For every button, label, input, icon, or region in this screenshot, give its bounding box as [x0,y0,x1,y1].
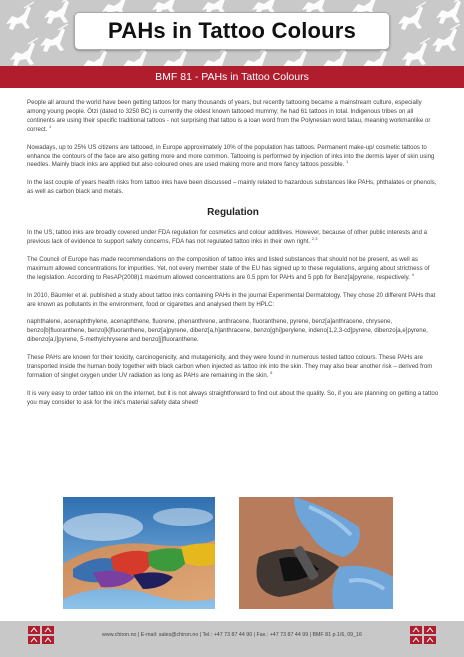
page-footer [0,621,464,657]
intro-paragraph: Nowadays, up to 25% US citizens are tattooed, in Europe approximately 10% of the population has tattoos. Permanent make-up/ cosmetic tattoos to enhance the contours of the face are also getting more and more common. Tattooing is performed by injection of inks into the dermis layer of skin using needles. Mainly black inks are applied but also coloured ones are used making more and more fancy tattoos possible. $^1$ [27,143,435,169]
header-banner [0,0,464,66]
regulation-paragraph: In 2010, Bäumler et al. published a study about tattoo inks containing PAHs in the journal Experimental Dermatology. They chose 20 different PAHs that are known as pollutants in the environment, food or cigarettes and analysed them by HPLC: [27,291,436,308]
subtitle-bar [0,66,464,88]
tattooed-arm-photo [63,497,215,609]
section-heading-regulation: Regulation [207,207,259,219]
reference-marker: 1 [49,123,52,129]
reference-marker: 2,3 [311,235,318,241]
regulation-paragraph: In the US, tattoo inks are broadly covered under FDA regulation for cosmetics and colour additives. However, because of other public interests and a previous lack of evidence to support safety concerns, FDA has not regulated tattoo inks in their own right. $^{2,3}$ [27,229,428,245]
intro-paragraph: In the last couple of years health risks from tattoo inks have been discussed – mainly related to hazardous substances like PAHs, phthalates or phenols, as well as carbon black and metals. [27,179,437,196]
reference-marker: 1 [346,159,349,165]
tattooing-process-photo [239,497,393,609]
page-subtitle: BMF 81 - PAHs in Tattoo Colours [155,71,309,83]
chiron-logo-right [410,626,436,644]
reference-marker: 5 [270,369,273,375]
chiron-logo-left [28,626,54,644]
intro-paragraph: People all around the world have been getting tattoos for many thousands of years, but recently tattooing became a mainstream culture, especially among young people. Ötzi (dated to 3250 BC) is currently the oldest known tattooed mummy; he had 61 tattoos in total. Indigenous tribes on all continents are using their specific traditional tattoos - not surprising that tattoo is a loan word from the Polynesian word tatau, meaning workmanlike or correct. $^1$ [27,99,431,133]
article-body [27,99,439,417]
regulation-paragraph: These PAHs are known for their toxicity, carcinogenicity, and mutagenicity, and they were found in numerous tested tattoo colours. These PAHs are transported inside the human body together with black carbon when injected as tattoo ink into the skin. They may also bear another risk – derived from formation of singlet oxygen under UV radiation as long as PAHs are remaining in the skin. $^5$ [27,354,433,379]
page-title: PAHs in Tattoo Colours [107,18,357,43]
pah-list-paragraph: naphthalene, acenaphthylene, acenaphthene, fluorene, phenanthrene, anthracene, fluoranthene, pyrene, benz[a]anthracene, chrysene, benzo[b]fluoranthene, benzo[k]fluoranthene, benz[a]pyrene, dibenz[a,h]anthracene, benzo[ghi]perylene, indeno[1,2,3-cd]pyrene, dibenzo[a,e]pyrene, dibenzo[a,l]pyrene, 5-methylchrysene and benzo[j]fluoranthene. [27,318,428,344]
reference-marker: 4 [411,271,414,277]
regulation-paragraph: It is very easy to order tattoo ink on the internet, but it is not always straightforward to find out about the quality. So, if you are planning on getting a tattoo you may consider to ask for the ink's material safety data sheet! [27,389,439,406]
page-title-box [74,12,390,50]
footer-contact-text: www.chiron.no | E-mail: sales@chiron.no | Tel.: +47 73 87 44 90 | Fax.: +47 73 87 44 99 | BMF 81 p.1/6, 09_16 [102,632,362,638]
regulation-paragraph: The Council of Europe has made recommendations on the composition of tattoo inks and listed substances that should not be present, as well as maximum allowed concentrations for impurities. Yet, not every member state of the EU has signed up to these regulations, arguing about strictness of the legislation. According to ResAP(2008)1 maximum allowed concentrations are 0.5 ppm for PAHs and 5 ppb for Benz[a]pyrene, respectively. $^4$ [27,255,430,281]
